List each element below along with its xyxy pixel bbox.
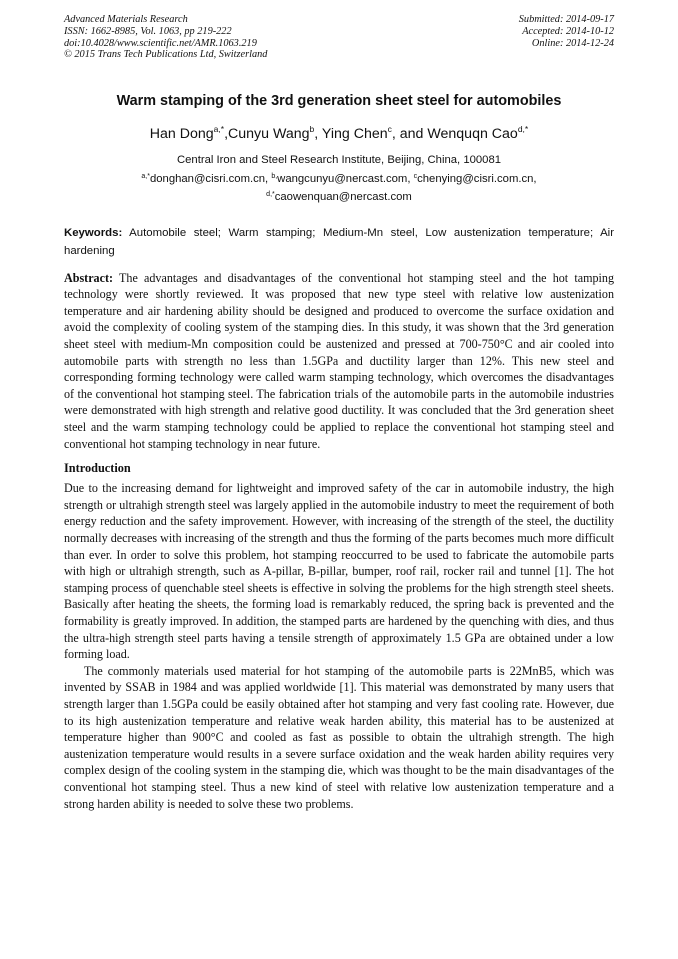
author-list — [64, 126, 614, 142]
author-name: Wenquqn Cao — [427, 126, 518, 143]
author-affil-mark: c — [387, 124, 392, 135]
publication-header — [64, 14, 614, 61]
email-d: caowenquan@nercast.com — [274, 191, 412, 204]
author-separator: , — [314, 126, 322, 143]
abstract-label: Abstract: — [64, 270, 114, 285]
paper-title: Warm stamping of the 3rd generation sheet steel for automobiles — [116, 93, 562, 110]
introduction-body — [64, 480, 614, 812]
header-left — [64, 14, 267, 61]
email-mark: a,* — [141, 172, 150, 180]
email-line-1 — [64, 170, 614, 189]
doi: doi:10.4028/www.scientific.net/AMR.1063.219 — [64, 37, 257, 49]
abstract — [64, 270, 614, 453]
author-affil-mark: a,* — [213, 124, 225, 135]
email-mark: d,* — [266, 191, 275, 199]
submitted-date: Submitted: 2014-09-17 — [518, 14, 614, 25]
copyright: © 2015 Trans Tech Publications Ltd, Switzerland — [64, 49, 268, 61]
email-c: chenying@cisri.com.cn, — [417, 172, 537, 185]
affiliation-block — [64, 151, 614, 207]
author-name: Cunyu Wang — [228, 126, 310, 143]
issn: ISSN: 1662-8985, Vol. 1063, pp 219-222 — [64, 25, 232, 37]
author-separator: , — [224, 126, 229, 143]
online-date: Online: 2014-12-24 — [531, 37, 614, 49]
email-a: donghan@cisri.com.cn, — [149, 172, 269, 185]
paragraph: The commonly materials used material for hot stamping of the automobile parts is 22MnB5, which was invented by SSAB in 1984 and was applied worldwide [1]. This material was demonstrated by many users that strength larger than 1.5GPa could be easily obtained after hot stamping and very fast cooling rate. However, due to its high austenization temperature and relative weak harden ability, this material has to be austenized at temperature higher than 900°C and cooled as fast as possible to obtain the ultrahigh strength. The high austenization temperature would results in a severe surface oxidation and the weak harden ability requires very complex design of the cooling system in the stamping die, which was thought to be the main disadvantages of the conventional hot stamping steel. Thus a new kind of steel with relative low austenization temperature and a strong harden ability is needed to solve these two problems. — [64, 663, 614, 811]
abstract-text: The advantages and disadvantages of the conventional hot stamping steel and the hot tamping technology were shortly reviewed. It was proposed that new type steel with relative low austenization temperature and air hardening ability should be designed and produced to overcome the surface oxidation and avoid the complexity of cooling system of the stamping dies. In this study, it was shown that the 3rd generation sheet steel with medium-Mn composition could be austenized and pressed at 700-750°C and air cooled into automobile parts with strength no less than 1.5GPa and ductility larger than 12%. This new steel and corresponding forming technology were called warm stamping technology, which overcomes the disadvantages of the conventional hot stamping steel. The fabrication trials of the automobile parts in the automobile industries were demonstrated with high strength and relative good ductility. It was concluded that the 3rd generation sheet steel and the warm stamping technology could be applied to replace the conventional hot stamping steel and conventional hot stamping technology in near future. — [64, 270, 614, 451]
author-affil-mark: d,* — [517, 124, 529, 135]
keywords-text: Automobile steel; Warm stamping; Medium-Mn steel, Low austenization temperature; Air hardening — [64, 226, 614, 257]
header-right — [519, 14, 614, 61]
keywords-label: Keywords: — [64, 226, 123, 239]
author-name: Han Dong — [149, 126, 214, 143]
accepted-date: Accepted: 2014-10-12 — [522, 25, 614, 37]
email-line-2 — [64, 188, 614, 207]
affiliation: Central Iron and Steel Research Institute, Beijing, China, 100081 — [176, 154, 502, 167]
author-separator: , and — [391, 126, 428, 143]
author-affil-mark: b — [309, 124, 315, 135]
author-name: Ying Chen — [321, 126, 388, 143]
introduction-heading: Introduction — [64, 461, 131, 476]
keywords — [64, 224, 614, 260]
email-mark: c — [413, 172, 418, 180]
email-mark: b, — [271, 172, 278, 180]
journal-name: Advanced Materials Research — [64, 14, 188, 25]
email-b: wangcunyu@nercast.com, — [277, 172, 411, 185]
paragraph: Due to the increasing demand for lightweight and improved safety of the car in automobile industry, the high strength or ultrahigh strength steel was largely applied in the automobile industry to meet the requirement of both energy reduction and the safety improvement. However, with increasing of the strength of the steel, the ductility normally decreases with increasing of the strength and thus the forming of the parts becomes much more difficult than ever. In order to solve this problem, hot stamping reoccurred to be used to fabricate the automobile parts with high or ultrahigh strength, such as A-pillar, B-pillar, bumper, roof rail, rocker rail and tunnel [1]. The hot stamping process of quenchable steel sheets is effective in solving the problems for the high strength steel sheets. Basically after heating the sheets, the forming load is remarkably reduced, the spring back is prevented and the formability is greatly improved. In addition, the stamped parts are hardened by the quenching with dies, and thus the ultra-high strength steel parts having a tensile strength of approximately 1.5 GPa are obtained under a low forming load. — [64, 481, 614, 662]
